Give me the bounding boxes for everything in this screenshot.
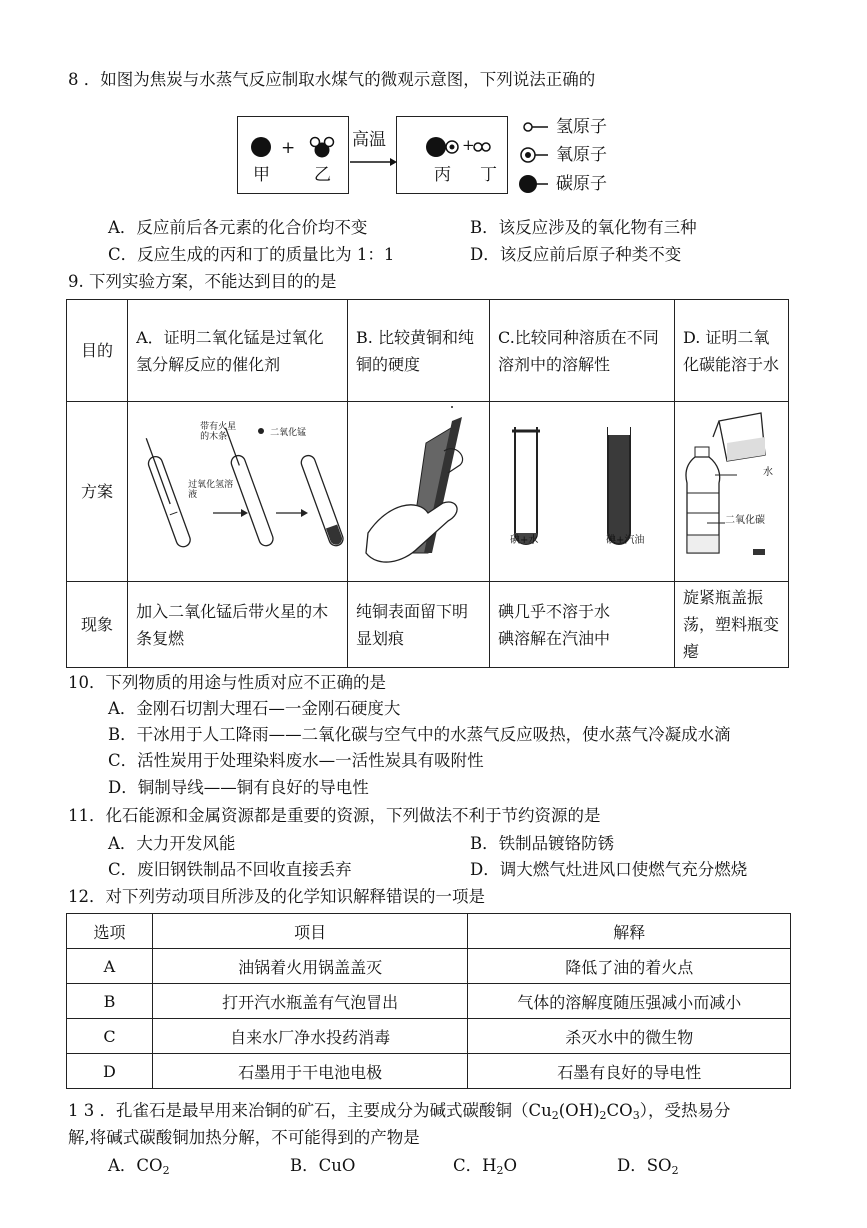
table-cell: 油锅着火用锅盖盖灭: [152, 949, 468, 984]
label-co2: 二氧化碳: [724, 515, 765, 526]
plus-sign: +: [281, 138, 296, 158]
q10-option-c: C．活性炭用于处理染料废水—一活性炭具有吸附性: [108, 751, 484, 770]
label-iodine-water: 碘+水: [510, 535, 539, 546]
header-explanation: 解释: [468, 914, 791, 949]
legend-carbon: 碳原子: [556, 174, 607, 194]
plan-b-figure: [348, 402, 490, 582]
table-cell: 石墨用于干电池电极: [152, 1054, 468, 1089]
header-project: 项目: [152, 914, 468, 949]
label-ding: 丁: [480, 165, 497, 185]
table-cell: D: [67, 1054, 153, 1089]
label-yi: 乙: [314, 165, 331, 185]
plan-c-figure: [490, 402, 675, 582]
row-purpose-header: 目的: [67, 300, 128, 402]
label-iodine-gasoline: 碘+汽油: [606, 535, 645, 546]
q13-option-b: B．CuO: [290, 1156, 356, 1175]
q10-option-d: D．铜制导线——铜有良好的导电性: [108, 778, 369, 797]
q11-option-c: C．废旧钢铁制品不回收直接丢弃: [108, 860, 352, 879]
q11-option-d: D．调大燃气灶进风口使燃气充分燃烧: [470, 860, 748, 879]
table-cell: 打开汽水瓶盖有气泡冒出: [152, 984, 468, 1019]
phenomenon-c: [490, 582, 675, 668]
legend-hydrogen: 氢原子: [556, 117, 607, 137]
label-bing: 丙: [434, 165, 451, 185]
purpose-d: D. 证明二氧化碳能溶于水: [674, 300, 788, 402]
q10-option-a: A．金刚石切割大理石—一金刚石硬度大: [108, 699, 401, 718]
label-mno2: 二氧化锰: [270, 428, 307, 438]
q9-stem: 9. 下列实验方案，不能达到目的的是: [68, 272, 337, 291]
q13-option-d: D．$SO_2$: [617, 1156, 679, 1177]
phenomenon-b: 纯铜表面留下明显划痕: [348, 582, 490, 668]
q12-table: [66, 913, 791, 1089]
phenomenon-d: 旋紧瓶盖振荡，塑料瓶变瘪: [674, 582, 788, 668]
q12-stem: 12．对下列劳动项目所涉及的化学知识解释错误的一项是: [68, 887, 485, 906]
q8-option-c: C．反应生成的丙和丁的质量比为 1：1: [108, 245, 395, 264]
row-plan-header: 方案: [67, 402, 128, 582]
q10-stem: 10．下列物质的用途与性质对应不正确的是: [68, 673, 386, 692]
phenomenon-a: 加入二氧化锰后带火星的木条复燃: [128, 582, 348, 668]
q13-stem-line1: 1 3 ．孔雀石是最早用来冶铜的矿石，主要成分为碱式碳酸铜$(Cu_2(OH)_2CO_3)$，受热易分: [68, 1101, 731, 1122]
plus-sign-2: +: [462, 136, 475, 154]
header-option: 选项: [67, 914, 153, 949]
phenomenon-c-line1: 碘几乎不溶于水: [498, 601, 611, 621]
q13-option-a: A．$CO_2$: [108, 1156, 170, 1177]
q8-option-a: A．反应前后各元素的化合价均不变: [108, 218, 368, 237]
label-jia: 甲: [253, 165, 270, 185]
q10-option-b: B．干冰用于人工降雨——二氧化碳与空气中的水蒸气反应吸热，使水蒸气冷凝成水滴: [108, 725, 731, 744]
q8-stem: 8 ．如图为焦炭与水蒸气反应制取水煤气的微观示意图，下列说法正确的: [68, 70, 596, 89]
purpose-c: C.比较同种溶质在不同溶剂中的溶解性: [490, 300, 675, 402]
plan-a-figure: [128, 402, 348, 582]
table-cell: B: [67, 984, 153, 1019]
legend-oxygen: 氧原子: [556, 145, 607, 165]
table-cell: 气体的溶解度随压强减小而减小: [468, 984, 791, 1019]
q8-option-b: B．该反应涉及的氧化物有三种: [470, 218, 697, 237]
phenomenon-c-line2: 碘溶解在汽油中: [498, 628, 611, 648]
q11-stem: 11．化石能源和金属资源都是重要的资源，下列做法不利于节约资源的是: [68, 806, 601, 825]
plan-d-figure: [674, 402, 788, 582]
table-cell: 降低了油的着火点: [468, 949, 791, 984]
condition-label: 高温: [352, 130, 386, 150]
q13-stem-line2: 解,将碱式碳酸铜加热分解，不可能得到的产物是: [68, 1128, 420, 1147]
row-phenomenon-header: 现象: [67, 582, 128, 668]
purpose-a: A．证明二氧化锰是过氧化氢分解反应的催化剂: [128, 300, 348, 402]
table-cell: 杀灭水中的微生物: [468, 1019, 791, 1054]
label-h2o2: 过氧化氢溶液: [188, 480, 234, 500]
q11-option-a: A．大力开发风能: [108, 834, 236, 853]
label-glowing-splint: 带有火星的木条: [200, 422, 237, 442]
q11-option-b: B．铁制品镀铬防锈: [470, 834, 615, 853]
table-cell: C: [67, 1019, 153, 1054]
q8-option-d: D．该反应前后原子种类不变: [470, 245, 682, 264]
table-cell: A: [67, 949, 153, 984]
q9-table: [66, 299, 789, 668]
label-water: 水: [762, 467, 773, 478]
table-cell: 自来水厂净水投药消毒: [152, 1019, 468, 1054]
purpose-b: B. 比较黄铜和纯铜的硬度: [348, 300, 490, 402]
q13-option-c: C．$H_2O$: [453, 1156, 518, 1177]
table-cell: 石墨有良好的导电性: [468, 1054, 791, 1089]
